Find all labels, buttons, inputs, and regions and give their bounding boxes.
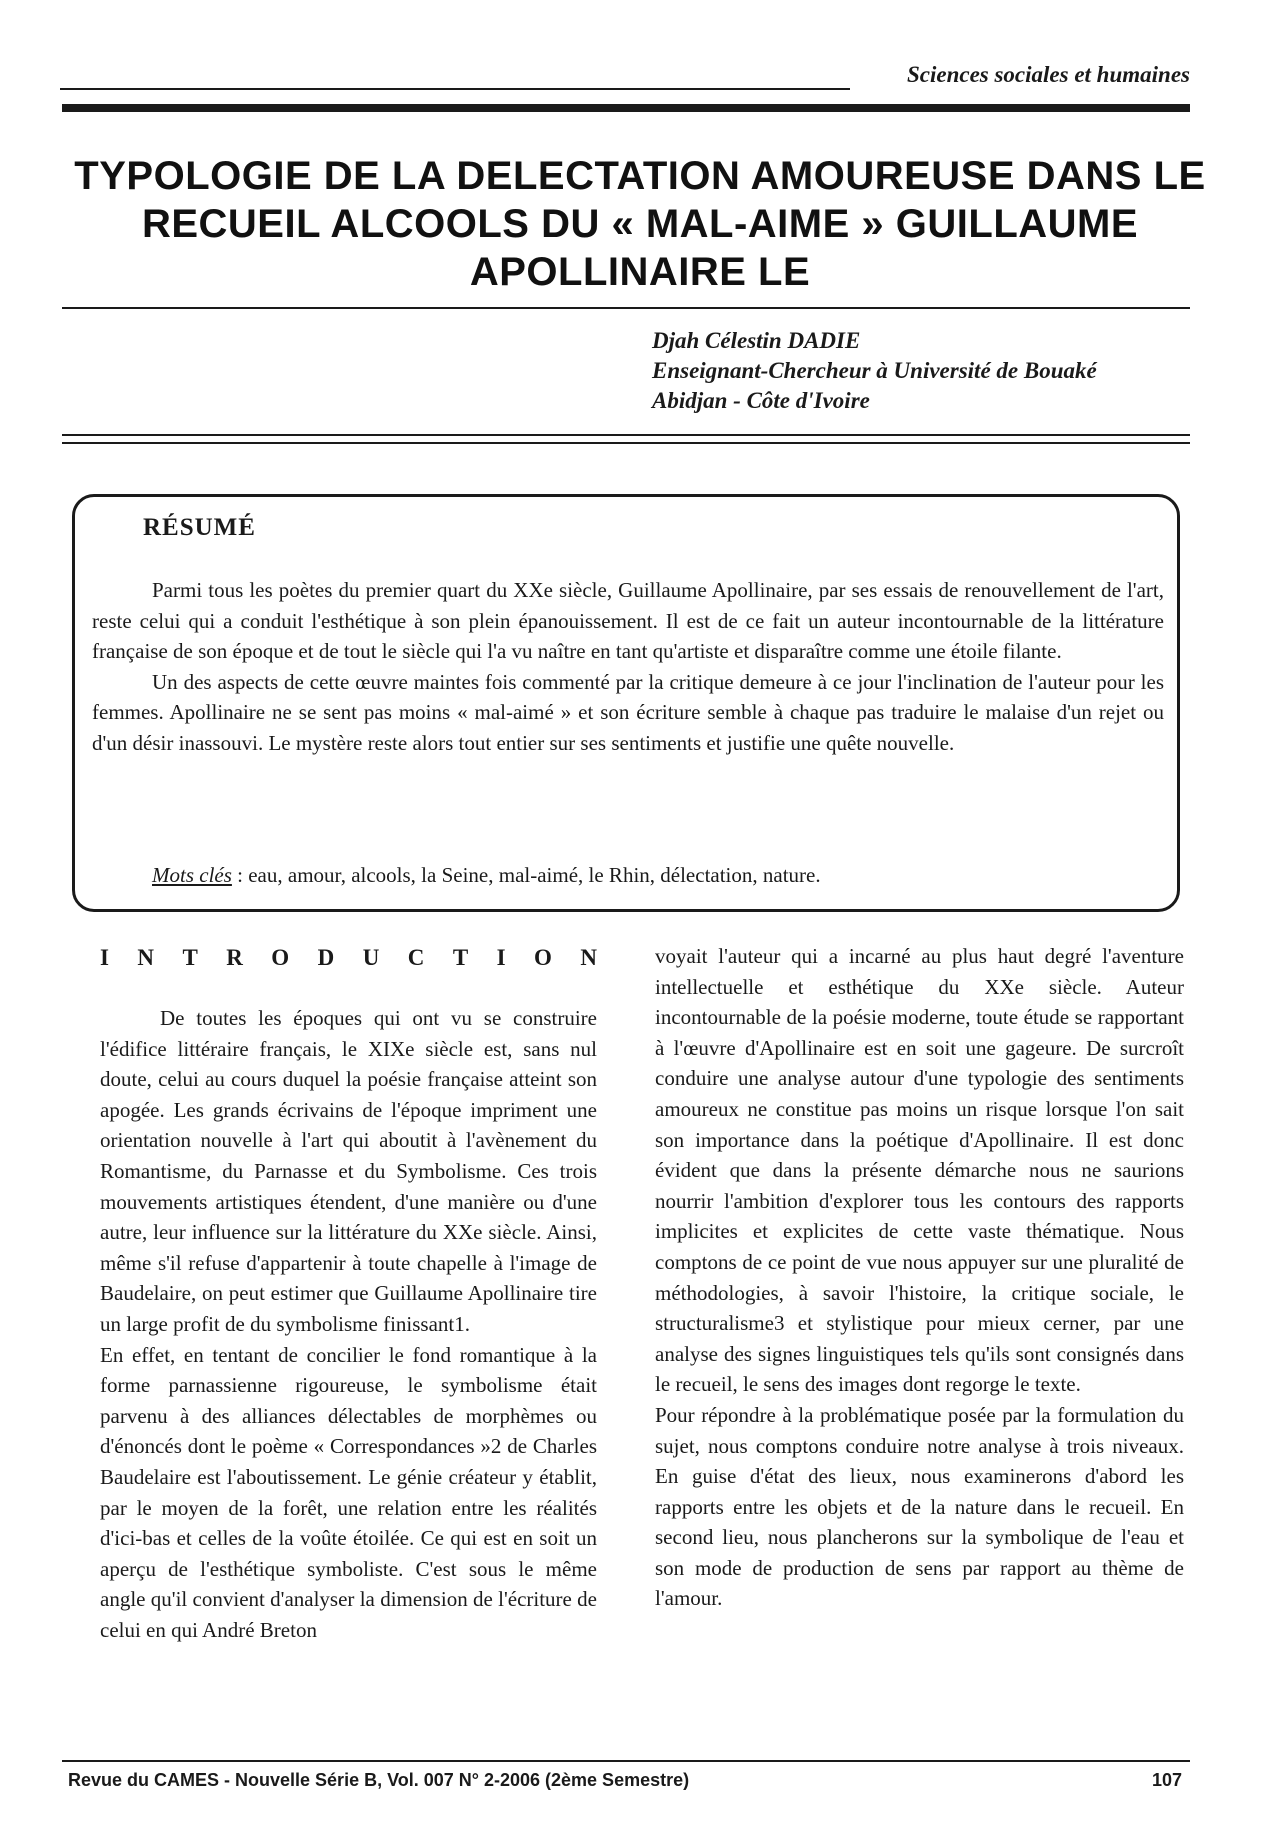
body-paragraph: Pour répondre à la problématique posée par la formulation du sujet, nous comptons conduire notre analyse à trois niveaux. En guise d'état des lieux, nous examinerons d'abord les rapports entre les objets et de la nature dans le recueil. En second lieu, nous plancherons sur la symbolique de l'eau et son mode de production de sens par rapport au thème de l'amour. [655,1402,1184,1611]
header-thick-rule [62,104,1190,112]
heading-letter: O [533,945,552,970]
abstract-heading: RÉSUMÉ [143,514,256,541]
introduction-heading [100,945,597,971]
heading-letter: I [496,945,506,970]
footer-rule [62,1760,1190,1762]
footer-journal: Revue du CAMES - Nouvelle Série B, Vol. 007 N° 2-2006 (2ème Semestre) [68,1770,690,1790]
heading-letter: R [226,945,243,970]
page-number: 107 [1151,1770,1182,1790]
header-rubric: Sciences sociales et humaines [906,62,1190,87]
heading-letter: I [100,945,109,970]
keywords-list: : eau, amour, alcools, la Seine, mal-aimé, le Rhin, délectation, nature. [237,863,821,887]
abstract-body [92,575,1164,758]
author-location: Abidjan - Côte d'Ivoire [652,388,870,413]
separator-rule-top [62,434,1190,436]
abstract-paragraph: Un des aspects de cette œuvre maintes fois commenté par la critique demeure à ce jour l'inclination de l'auteur pour les femmes. Apollinaire ne se sent pas moins « mal-aimé » et son écriture semble à chaque pas traduire le malaise d'un rejet ou d'un désir inassouvi. Le mystère reste alors tout entier sur ses sentiments et justifie une quête nouvelle. [92,669,1164,755]
body-paragraph: voyait l'auteur qui a incarné au plus haut degré l'aventure intellectuelle et esthétique du XXe siècle. Auteur incontournable de la poésie moderne, toute étude se rapportant à l'œuvre d'Apollinaire est en soit une gageure. De surcroît conduire une analyse autour d'une typologie des sentiments amoureux ne constitue pas moins un risque lorsque l'on sait son importance dans la poétique d'Apollinaire. Il est donc évident que dans la présente démarche nous ne saurions nourrir l'ambition d'explorer tous les contours des rapports implicites et explicites de cette vaste thématique. Nous comptons de ce point de vue nous appuyer sur une pluralité de méthodologies, à savoir l'histoire, la critique sociale, le structuralisme3 et stylistique pour mieux cerner, par une analyse des signes linguistiques tels qu'ils sont consignés dans le recueil, le sens des images dont regorge le texte. [655,944,1184,1397]
keywords-line [152,863,1162,888]
heading-letter: N [580,945,597,970]
author-position: Enseignant-Chercheur à Université de Bouaké [652,358,1097,383]
header-rule [60,88,850,90]
heading-letter: U [362,945,380,970]
right-column [655,941,1184,1614]
heading-letter: N [137,945,155,970]
left-column [100,1003,597,1645]
heading-letter: C [407,945,425,970]
author-name: Djah Célestin DADIE [652,328,861,353]
heading-letter: O [271,945,290,970]
body-paragraph: En effet, en tentant de concilier le fond romantique à la forme parnassienne rigoureuse, le symbolisme était parvenu à des alliances délectables de morphèmes ou d'énoncés dont le poème « Correspondances »2 de Charles Baudelaire est l'aboutissement. Le génie créateur y établit, par le moyen de la forêt, une relation entre les réalités d'ici-bas et celles de la voûte étoilée. Ce qui est en soit un aperçu de l'esthétique symboliste. C'est sous le même angle qu'il convient d'analyser la dimension de l'écriture de celui en qui André Breton [100,1342,597,1642]
heading-letter: T [182,945,198,970]
author-block [652,326,1212,416]
heading-letter: T [452,945,469,970]
separator-rule-bottom [62,442,1190,444]
article-title: TYPOLOGIE DE LA DELECTATION AMOUREUSE DANS LE RECUEIL ALCOOLS DU « MAL-AIME » GUILLAUME APOLLINAIRE LE [74,154,1206,294]
keywords-label: Mots clés [152,863,232,887]
body-paragraph: De toutes les époques qui ont vu se construire l'édifice littéraire français, le XIXe siècle est, sans nul doute, celui au cours duquel la poésie française atteint son apogée. Les grands écrivains de l'époque impriment une orientation nouvelle à l'art qui aboutit à l'avènement du Romantisme, du Parnasse et du Symbolisme. Ces trois mouvements artistiques étendent, d'une manière ou d'une autre, leur influence sur la littérature du XXe siècle. Ainsi, même s'il refuse d'appartenir à toute chapelle à l'image de Baudelaire, on peut estimer que Guillaume Apollinaire tire un large profit de du symbolisme finissant1. [100,1006,597,1336]
heading-letter: D [317,945,335,970]
abstract-paragraph: Parmi tous les poètes du premier quart du XXe siècle, Guillaume Apollinaire, par ses essais de renouvellement de l'art, reste celui qui a conduit l'esthétique à son plein épanouissement. Il est de ce fait un auteur incontournable de la littérature française de son époque et de tout le siècle qui l'a vu naître en tant qu'artiste et disparaître comme une étoile filante. [92,578,1164,663]
title-rule [62,307,1190,309]
